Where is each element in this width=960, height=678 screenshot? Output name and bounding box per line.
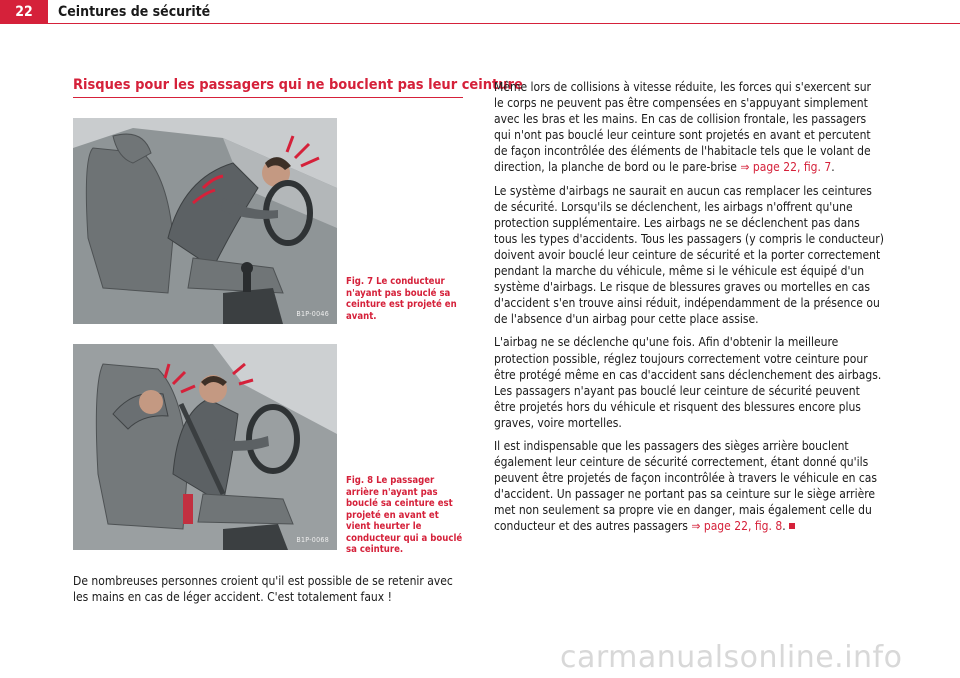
paragraph-2: Le système d'airbags ne saurait en aucun cas remplacer les ceintures de sécurité. Lorsqu'ils se déclenchent, les airbags n'offrent qu'une protection supplémentaire. Les airbags ne se déclenchent pas dans tous les types d'accidents. Tous les passagers (y compris le conducteur) doivent avoir bouclé leur ceinture de sécurité et la porter correctement pendant la marche du véhicule, même si le véhicule est équipé d'un système d'airbags. Le risque de blessures graves ou mortelles en cas d'accident s'en trouve ainsi réduit, indépendamment de la présence ou de l'absence d'un airbag pour cette place assise. xyxy=(494,183,884,327)
paragraph-4: Il est indispensable que les passagers des sièges arrière bouclent également leur ceinture de sécurité correctement, étant donné qu'ils peuvent être projetés de façon incontrôlée à travers le véhicule en cas d'accident. Un passager ne portant pas sa ceinture sur le siège arrière met non seulement sa propre vie en danger, mais également celle du conducteur et des autres passagers ⇒ page 22, fig. 8. xyxy=(494,438,878,534)
paragraph-text: Il est indispensable que les passagers des sièges arrière bouclent également leur ceinture de sécurité correctement, étant donné qu'ils peuvent être projetés de façon incontrôlée à travers le véhicule en cas d'accident. Un passager ne portant pas sa ceinture sur le siège arrière met non seulement sa propre vie en danger, mais également celle du conducteur et des autres passagers xyxy=(494,438,878,534)
section-divider xyxy=(73,97,463,98)
figure-7-caption xyxy=(346,276,464,322)
page-number: 22 xyxy=(0,0,48,24)
end-of-section-marker xyxy=(789,523,795,529)
rear-passenger-illustration xyxy=(73,344,337,550)
figure-7-illustration xyxy=(73,118,337,324)
figure-8-caption xyxy=(346,475,464,556)
body-text-column xyxy=(494,79,884,542)
figure-label: Fig. 8 xyxy=(346,475,374,486)
driver-forward-illustration xyxy=(73,118,337,324)
paragraph-3: L'airbag ne se déclenche qu'une fois. Afin d'obtenir la meilleure protection possible, réglez toujours correctement votre ceinture pour être protégé même en cas d'accident sans déclenchement des airbags. Les passagers n'ayant pas bouclé leur ceinture de sécurité peuvent être projetés hors du véhicule et risquent des blessures encore plus graves, voire mortelles. xyxy=(494,335,882,430)
figure-label: Fig. 7 xyxy=(346,276,374,287)
section-title: Risques pour les passagers qui ne bouclent pas leur ceinture xyxy=(73,77,523,93)
chapter-title: Ceintures de sécurité xyxy=(58,4,211,20)
intro-paragraph: De nombreuses personnes croient qu'il est possible de se retenir avec les mains en cas de léger accident. C'est totalement faux ! xyxy=(73,574,453,604)
watermark: carmanualsonline.info xyxy=(560,640,903,675)
figure-code: B1P-0068 xyxy=(296,536,329,544)
figure-code: B1P-0046 xyxy=(296,310,329,318)
figure-8-illustration xyxy=(73,344,337,550)
paragraph-1: Même lors de collisions à vitesse réduite, les forces qui s'exercent sur le corps ne peuvent pas être compensées en s'appuyant simplement avec les bras et les mains. En cas de collision frontale, les passagers qui n'ont pas bouclé leur ceinture sont projetés en avant et percutent de façon incontrôlée des éléments de l'habitacle tels que le volant de direction, la planche de bord ou le pare-brise ⇒ page 22, fig. 7. xyxy=(494,80,871,175)
cross-reference-link[interactable]: ⇒ page 22, fig. 7 xyxy=(740,160,832,175)
caption-text: Le conducteur n'ayant pas bouclé sa ceinture est projeté en avant. xyxy=(346,276,457,322)
header-divider xyxy=(48,23,960,24)
paragraph-text: Même lors de collisions à vitesse réduite, les forces qui s'exercent sur le corps ne peuvent pas être compensées en s'appuyant simplement avec les bras et les mains. En cas de collision frontale, les passagers qui n'ont pas bouclé leur ceinture sont projetés en avant et percutent de façon incontrôlée des éléments de l'habitacle tels que le volant de direction, la planche de bord ou le pare-brise xyxy=(494,80,871,175)
cross-reference-link[interactable]: ⇒ page 22, fig. 8 xyxy=(691,519,783,534)
caption-text: Le passager arrière n'ayant pas bouclé sa ceinture est projeté en avant et vient heurter le conducteur qui a bouclé sa ceinture. xyxy=(346,475,463,555)
